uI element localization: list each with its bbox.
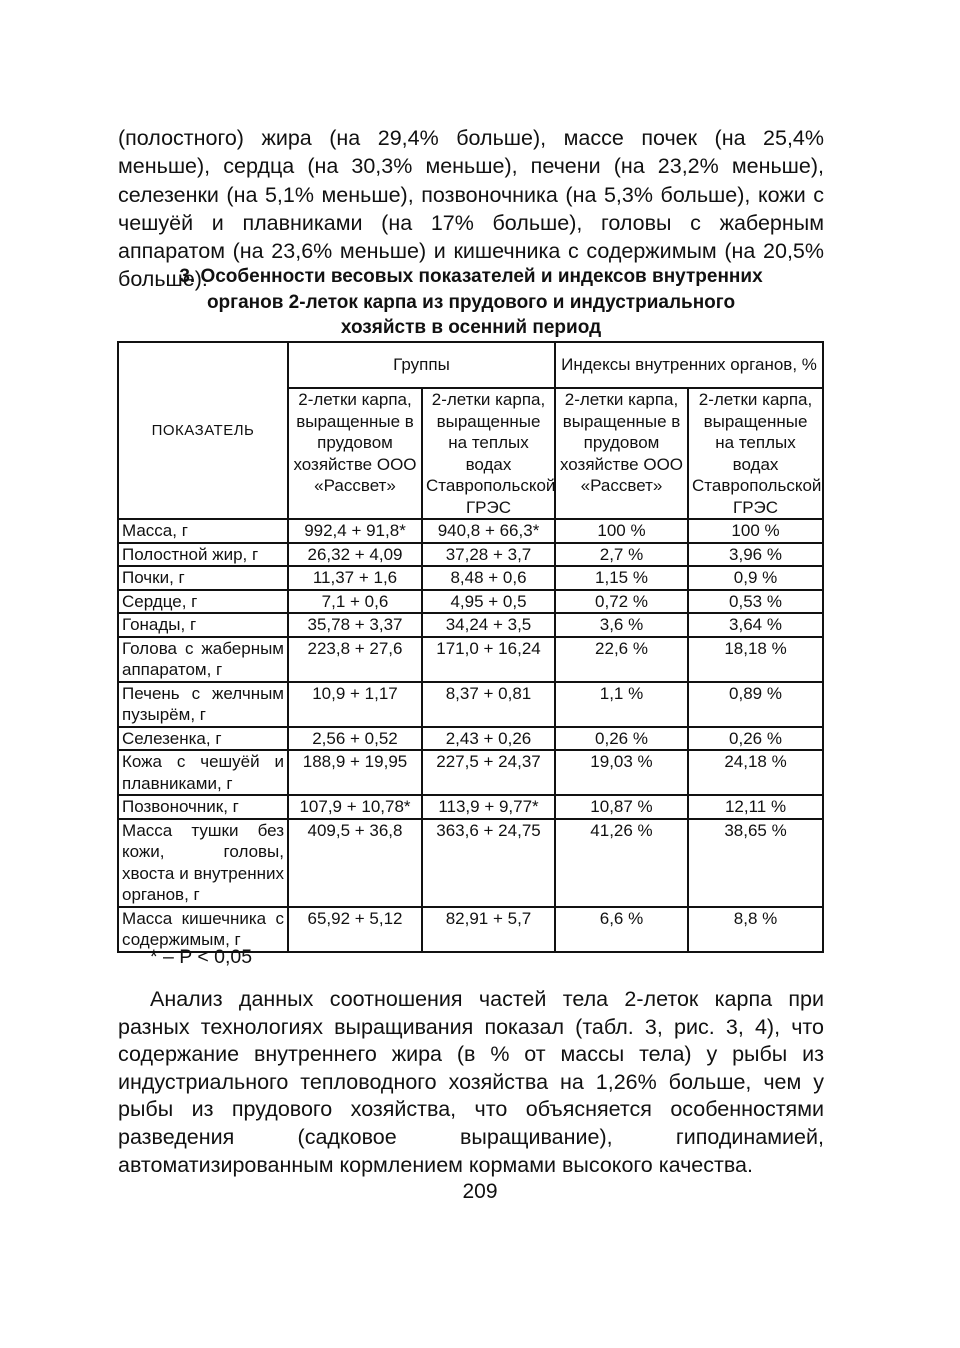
value-group-2: 2,43 + 0,26 bbox=[422, 727, 555, 751]
caption-line: органов 2-леток карпа из прудового и индустриального bbox=[206, 291, 736, 313]
value-group-1: 409,5 + 36,8 bbox=[288, 819, 422, 907]
value-group-1: 65,92 + 5,12 bbox=[288, 907, 422, 952]
row-label: Полостной жир, г bbox=[118, 543, 288, 567]
table-row bbox=[118, 566, 823, 590]
index-group-1: 3,6 % bbox=[555, 613, 688, 637]
value-group-2: 940,8 + 66,3* bbox=[422, 519, 555, 543]
table-row bbox=[118, 543, 823, 567]
index-group-2: 0,53 % bbox=[688, 590, 823, 614]
header-col-2: 2-летки карпа, выращенные на теплых водах Ставропольской ГРЭС bbox=[422, 388, 555, 519]
value-group-1: 7,1 + 0,6 bbox=[288, 590, 422, 614]
index-group-2: 0,26 % bbox=[688, 727, 823, 751]
table-row bbox=[118, 613, 823, 637]
index-group-2: 24,18 % bbox=[688, 750, 823, 795]
row-label: Масса кишечника с содержимым, г bbox=[118, 907, 288, 952]
index-group-2: 8,8 % bbox=[688, 907, 823, 952]
value-group-2: 363,6 + 24,75 bbox=[422, 819, 555, 907]
index-group-2: 100 % bbox=[688, 519, 823, 543]
value-group-1: 26,32 + 4,09 bbox=[288, 543, 422, 567]
value-group-2: 227,5 + 24,37 bbox=[422, 750, 555, 795]
index-group-2: 0,9 % bbox=[688, 566, 823, 590]
row-label: Почки, г bbox=[118, 566, 288, 590]
value-group-2: 171,0 + 16,24 bbox=[422, 637, 555, 682]
row-label: Селезенка, г bbox=[118, 727, 288, 751]
header-col-4: 2-летки карпа, выращенные на теплых водах Ставропольской ГРЭС bbox=[688, 388, 823, 519]
value-group-1: 35,78 + 3,37 bbox=[288, 613, 422, 637]
index-group-1: 1,15 % bbox=[555, 566, 688, 590]
index-group-2: 12,11 % bbox=[688, 795, 823, 819]
data-table bbox=[117, 341, 824, 953]
index-group-1: 0,72 % bbox=[555, 590, 688, 614]
index-group-2: 38,65 % bbox=[688, 819, 823, 907]
row-label: Гонады, г bbox=[118, 613, 288, 637]
caption-line: 3. Особенности весовых показателей и индексов внутренних bbox=[179, 266, 763, 287]
value-group-2: 8,48 + 0,6 bbox=[422, 566, 555, 590]
index-group-1: 1,1 % bbox=[555, 682, 688, 727]
table-row bbox=[118, 682, 823, 727]
value-group-1: 223,8 + 27,6 bbox=[288, 637, 422, 682]
table-row bbox=[118, 637, 823, 682]
row-label: Масса тушки без кожи, головы, хвоста и внутренних органов, г bbox=[118, 819, 288, 907]
index-group-1: 0,26 % bbox=[555, 727, 688, 751]
caption-line: хозяйств в осенний период bbox=[340, 317, 602, 338]
footnote: * – P < 0,05 bbox=[150, 946, 253, 968]
table-row bbox=[118, 590, 823, 614]
value-group-1: 11,37 + 1,6 bbox=[288, 566, 422, 590]
header-col-3: 2-летки карпа, выращенные в прудовом хозяйстве ООО «Рассвет» bbox=[555, 388, 688, 519]
value-group-2: 37,28 + 3,7 bbox=[422, 543, 555, 567]
table-row bbox=[118, 750, 823, 795]
row-label: Сердце, г bbox=[118, 590, 288, 614]
index-group-1: 22,6 % bbox=[555, 637, 688, 682]
value-group-2: 82,91 + 5,7 bbox=[422, 907, 555, 952]
value-group-2: 8,37 + 0,81 bbox=[422, 682, 555, 727]
table-row bbox=[118, 519, 823, 543]
value-group-1: 107,9 + 10,78* bbox=[288, 795, 422, 819]
value-group-2: 4,95 + 0,5 bbox=[422, 590, 555, 614]
row-label: Позвоночник, г bbox=[118, 795, 288, 819]
index-group-1: 2,7 % bbox=[555, 543, 688, 567]
header-col-1: 2-летки карпа, выращенные в прудовом хозяйстве ООО «Рассвет» bbox=[288, 388, 422, 519]
value-group-2: 113,9 + 9,77* bbox=[422, 795, 555, 819]
header-indices: Индексы внутренних органов, % bbox=[555, 342, 823, 388]
bottom-paragraph: Анализ данных соотношения частей тела 2-леток карпа при разных технологиях выращивания показал (табл. 3, рис. 3, 4), что содержание внутреннего жира (в % от массы тела) у рыбы из индустриального тепловодного хозяйства на 1,26% больше, чем у рыбы из прудового хозяйства, что объясняется особенностями разведения (садковое выращивание), гиподинамией, автоматизированным кормлением кормами высокого качества. bbox=[118, 987, 824, 1177]
row-label: Кожа с чешуёй и плавниками, г bbox=[118, 750, 288, 795]
header-indicator: ПОКАЗАТЕЛЬ bbox=[118, 342, 288, 519]
index-group-2: 0,89 % bbox=[688, 682, 823, 727]
index-group-1: 10,87 % bbox=[555, 795, 688, 819]
table-caption bbox=[118, 264, 824, 341]
header-groups: Группы bbox=[288, 342, 555, 388]
index-group-1: 41,26 % bbox=[555, 819, 688, 907]
row-label: Масса, г bbox=[118, 519, 288, 543]
value-group-1: 992,4 + 91,8* bbox=[288, 519, 422, 543]
row-label: Голова с жаберным аппаратом, г bbox=[118, 637, 288, 682]
row-label: Печень с желчным пузырём, г bbox=[118, 682, 288, 727]
index-group-2: 3,96 % bbox=[688, 543, 823, 567]
index-group-2: 3,64 % bbox=[688, 613, 823, 637]
value-group-1: 188,9 + 19,95 bbox=[288, 750, 422, 795]
page-number: 209 bbox=[462, 1180, 498, 1203]
table-row bbox=[118, 795, 823, 819]
index-group-2: 18,18 % bbox=[688, 637, 823, 682]
value-group-1: 2,56 + 0,52 bbox=[288, 727, 422, 751]
value-group-2: 34,24 + 3,5 bbox=[422, 613, 555, 637]
top-paragraph: (полостного) жира (на 29,4% больше), массе почек (на 25,4% меньше), сердца (на 30,3% меньше), печени (на 23,2% меньше), селезенки (на 5,1% меньше), позвоночника (на 5,3% больше), кожи с чешуёй и плавниками (на 17% больше), головы с жаберным аппаратом (на 23,6% меньше) и кишечника с содержимым (на 20,5% больше). bbox=[118, 126, 824, 292]
table-row bbox=[118, 819, 823, 907]
table-row bbox=[118, 727, 823, 751]
value-group-1: 10,9 + 1,17 bbox=[288, 682, 422, 727]
index-group-1: 6,6 % bbox=[555, 907, 688, 952]
index-group-1: 19,03 % bbox=[555, 750, 688, 795]
index-group-1: 100 % bbox=[555, 519, 688, 543]
table-row bbox=[118, 907, 823, 952]
